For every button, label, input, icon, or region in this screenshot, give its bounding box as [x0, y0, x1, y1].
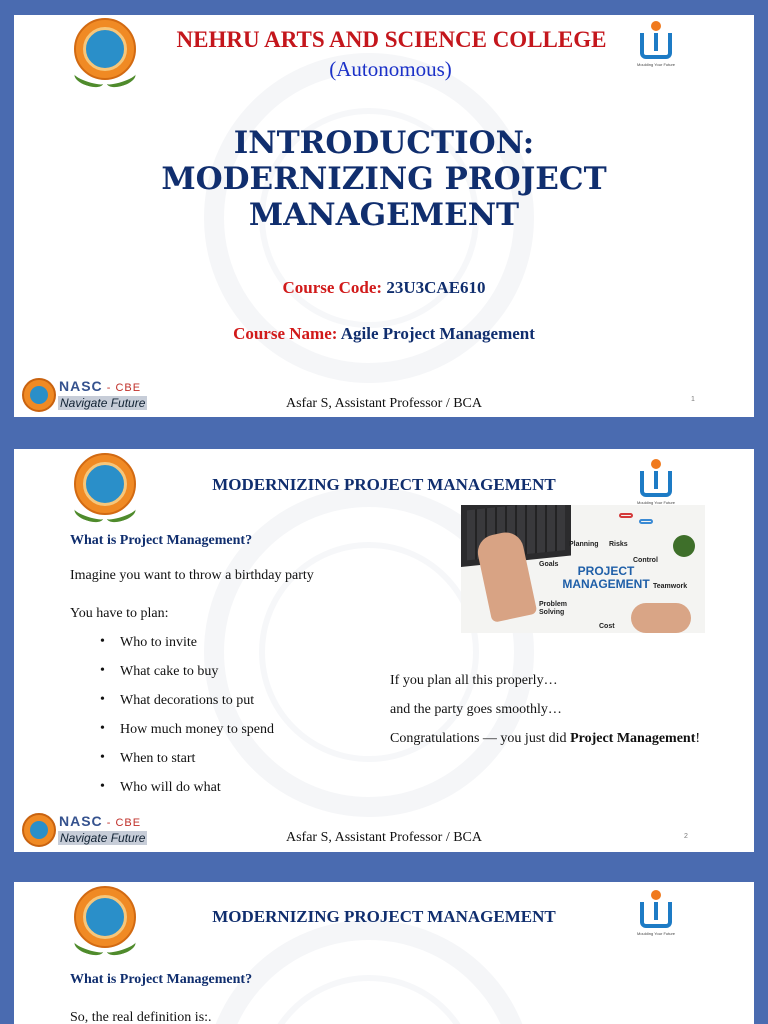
footer-text: Asfar S, Assistant Professor / BCA [285, 830, 482, 845]
list-item: • What cake to buy [100, 664, 274, 693]
page-number: 2 [684, 833, 688, 840]
right-line: If you plan all this properly… [390, 673, 558, 688]
list-item: • Who will do what [100, 780, 274, 809]
section-title: MODERNIZING PROJECT MANAGEMENT [212, 907, 556, 926]
congrats-line: Congratulations — you just did Project Management! [390, 731, 701, 746]
slide-3 [14, 882, 754, 1024]
slide-1 [14, 15, 754, 417]
course-name-line: Course Name: Agile Project Management [233, 324, 535, 343]
nasc-logo: NASC - CBE Navigate Future [17, 376, 157, 416]
list-item: • Who to invite [100, 635, 274, 664]
definition-text: So, the real definition is:. [70, 1010, 212, 1024]
plan-list [100, 635, 274, 809]
autonomous-subtitle: (Autonomous) [329, 57, 452, 81]
footer-text: Asfar S, Assistant Professor / BCA [285, 396, 482, 411]
right-line: and the party goes smoothly… [390, 702, 562, 717]
slide-title: INTRODUCTION: MODERNIZING PROJECT MANAGEMENT [161, 125, 607, 233]
course-code-line: Course Code: 23U3CAE610 [282, 278, 486, 297]
list-item: • How much money to spend [100, 722, 274, 751]
brand-logo-icon: Moulding Your Future [639, 890, 673, 940]
watermark-seal [204, 920, 534, 1024]
brand-logo-icon: Moulding Your Future [639, 21, 673, 71]
nasc-logo: NASC - CBE Navigate Future [17, 811, 157, 851]
slide-2 [14, 449, 754, 852]
question-heading: What is Project Management? [70, 533, 253, 548]
brand-logo-icon: Moulding Your Future [639, 459, 673, 509]
plan-label: You have to plan: [70, 606, 169, 621]
hand-image [631, 603, 691, 633]
intro-text: Imagine you want to throw a birthday party [70, 568, 314, 583]
list-item: • What decorations to put [100, 693, 274, 722]
college-name: NEHRU ARTS AND SCIENCE COLLEGE [176, 27, 607, 52]
question-heading: What is Project Management? [70, 972, 253, 987]
project-management-image: Planning Risks Goals Control Teamwork Problem Solving Cost PROJECT MANAGEMENT [461, 505, 705, 633]
plant-image [673, 535, 695, 557]
list-item: • When to start [100, 751, 274, 780]
section-title: MODERNIZING PROJECT MANAGEMENT [212, 475, 556, 494]
page-number: 1 [691, 396, 695, 403]
project-management-label: PROJECT MANAGEMENT [562, 564, 650, 591]
